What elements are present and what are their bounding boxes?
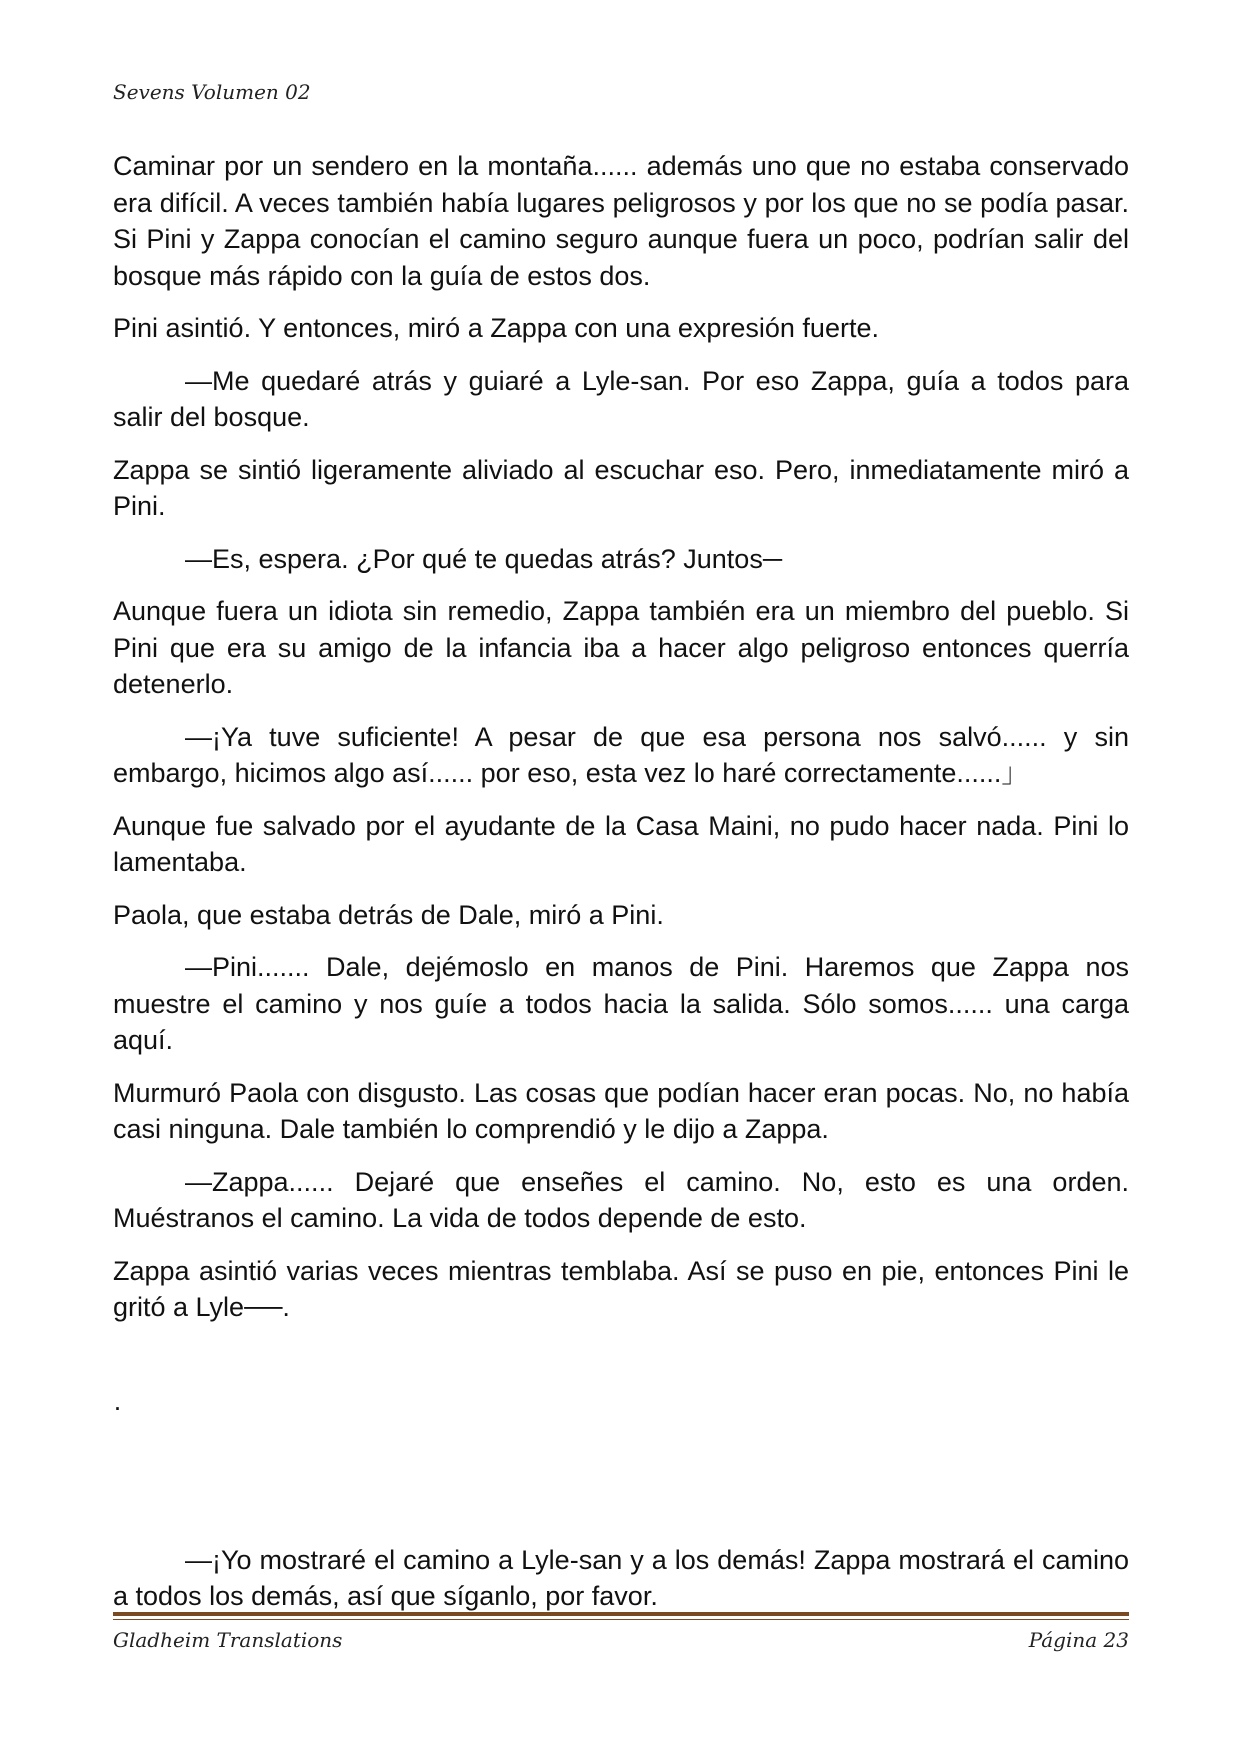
dialog-paragraph: —Pini....... Dale, dejémoslo en manos de Pini. Haremos que Zappa nos muestre el camino y nos guíe a todos hacia la salida. Sólo somos...... una carga aquí. [113, 952, 1129, 1055]
dialog-paragraph: —¡Yo mostraré el camino a Lyle-san y a los demás! Zappa mostrará el camino a todos los demás, así que síganlo, por favor. [113, 1544, 1129, 1611]
dialog-paragraph: —Es, espera. ¿Por qué te quedas atrás? Juntos─ [185, 543, 782, 574]
scene-break: · [113, 1391, 122, 1422]
paragraph: Pini asintió. Y entonces, miró a Zappa con una expresión fuerte. [113, 313, 879, 343]
paragraph: Zappa se sintió ligeramente aliviado al escuchar eso. Pero, inmediatamente miró a Pini. [113, 454, 1129, 521]
footer-separator [113, 1612, 1129, 1616]
dialog-paragraph: —Me quedaré atrás y guiaré a Lyle-san. Por eso Zappa, guía a todos para salir del bosque. [113, 365, 1129, 432]
paragraph: Caminar por un sendero en la montaña...... además uno que no estaba conservado era difícil. A veces también había lugares peligrosos y por los que no se podía pasar. Si Pini y Zappa conocían el camino seguro aunque fuera un poco, podrían salir del bosque más rápido con la guía de estos dos. [113, 151, 1129, 291]
paragraph: Murmuró Paola con disgusto. Las cosas que podían hacer eran pocas. No, no había casi ninguna. Dale también lo comprendió y le dijo a Zappa. [113, 1077, 1129, 1144]
paragraph: Aunque fue salvado por el ayudante de la Casa Maini, no pudo hacer nada. Pini lo lamentaba. [113, 810, 1129, 877]
footer-separator-thin [113, 1619, 1129, 1620]
paragraph: Zappa asintió varias veces mientras temblaba. Así se puso en pie, entonces Pini le gritó a Lyle──. [113, 1255, 1129, 1322]
page-number: Página 23 [1028, 1628, 1129, 1652]
dialog-paragraph: —Zappa...... Dejaré que enseñes el camino. No, esto es una orden. Muéstranos el camino. La vida de todos depende de esto. [113, 1166, 1129, 1233]
running-header: Sevens Volumen 02 [113, 80, 311, 104]
dialog-paragraph: —¡Ya tuve suficiente! A pesar de que esa persona nos salvó...... y sin embargo, hicimos algo así...... por eso, esta vez lo haré correctamente......」 [113, 721, 1129, 788]
paragraph: Paola, que estaba detrás de Dale, miró a Pini. [113, 899, 664, 930]
paragraph: Aunque fuera un idiota sin remedio, Zappa también era un miembro del pueblo. Si Pini que era su amigo de la infancia iba a hacer algo peligroso entonces querría detenerlo. [113, 596, 1129, 699]
footer-credit: Gladheim Translations [113, 1628, 343, 1652]
body-text [113, 148, 1129, 1631]
